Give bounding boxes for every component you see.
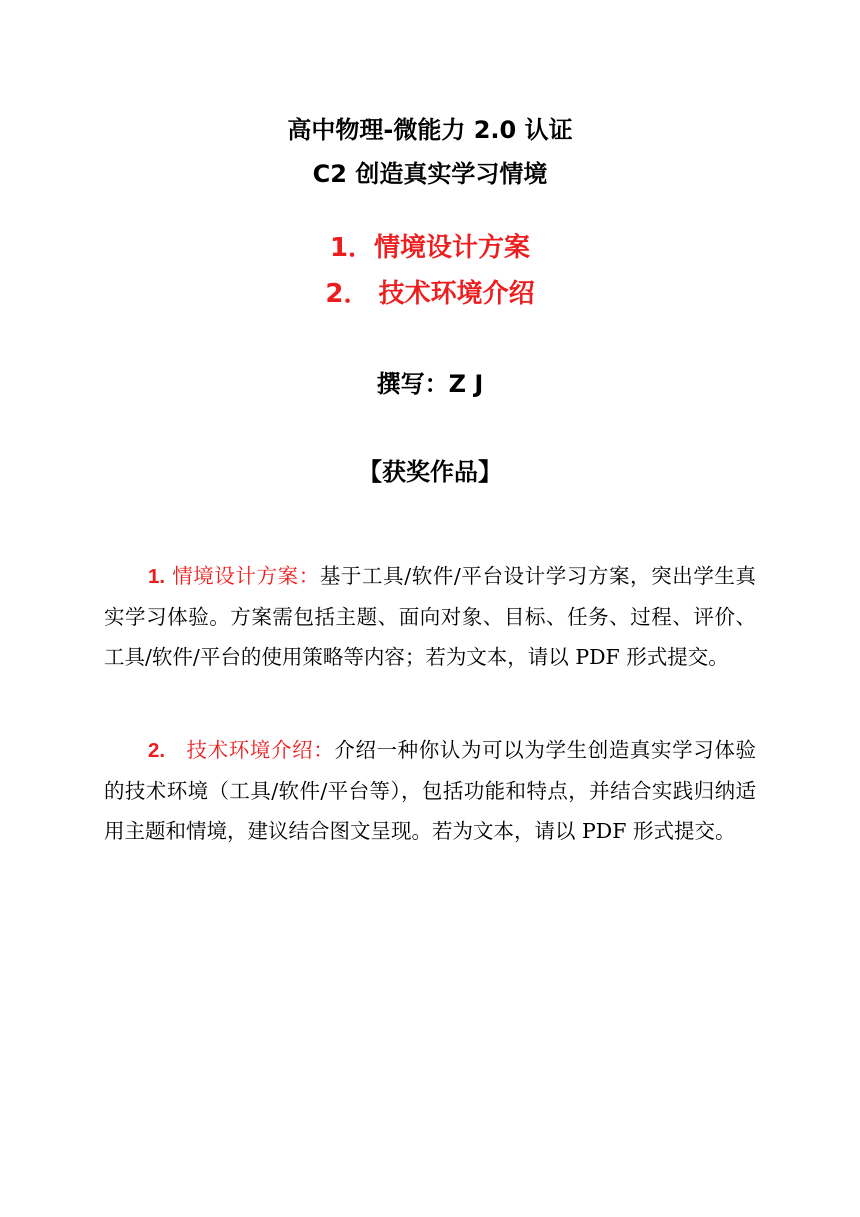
paragraph-1 [104, 556, 756, 677]
paragraph-2-number: 2. [148, 739, 166, 762]
paragraph-1-number: 1. [148, 565, 166, 588]
heading-item-1: 1．情境设计方案 [329, 233, 531, 263]
document-title: 高中物理-微能力 2.0 认证 [287, 116, 573, 144]
paragraph-1-text: 基于工具/软件/平台设计学习方案，突出学生真实学习体验。方案需包括主题、面向对象、目标、任务、过程、评价、工具/软件/平台的使用策略等内容；若为文本，请以 PDF 形式提交。 [104, 564, 757, 669]
paragraph-2-text: 介绍一种你认为可以为学生创造真实学习体验的技术环境（工具/软件/平台等），包括功能和特点，并结合实践归纳适用主题和情境，建议结合图文呈现。若为文本，请以 PDF 形式提交。 [104, 738, 757, 843]
paragraph-2 [104, 730, 756, 851]
author-line: 撰写：Z J [376, 370, 484, 398]
award-label: 【获奖作品】 [358, 458, 502, 486]
paragraph-2-lead: 技术环境介绍： [186, 738, 335, 762]
paragraph-1-lead: 情境设计方案： [172, 564, 320, 588]
document-subtitle: C2 创造真实学习情境 [312, 160, 548, 188]
heading-item-2: 2． 技术环境介绍 [325, 279, 535, 309]
